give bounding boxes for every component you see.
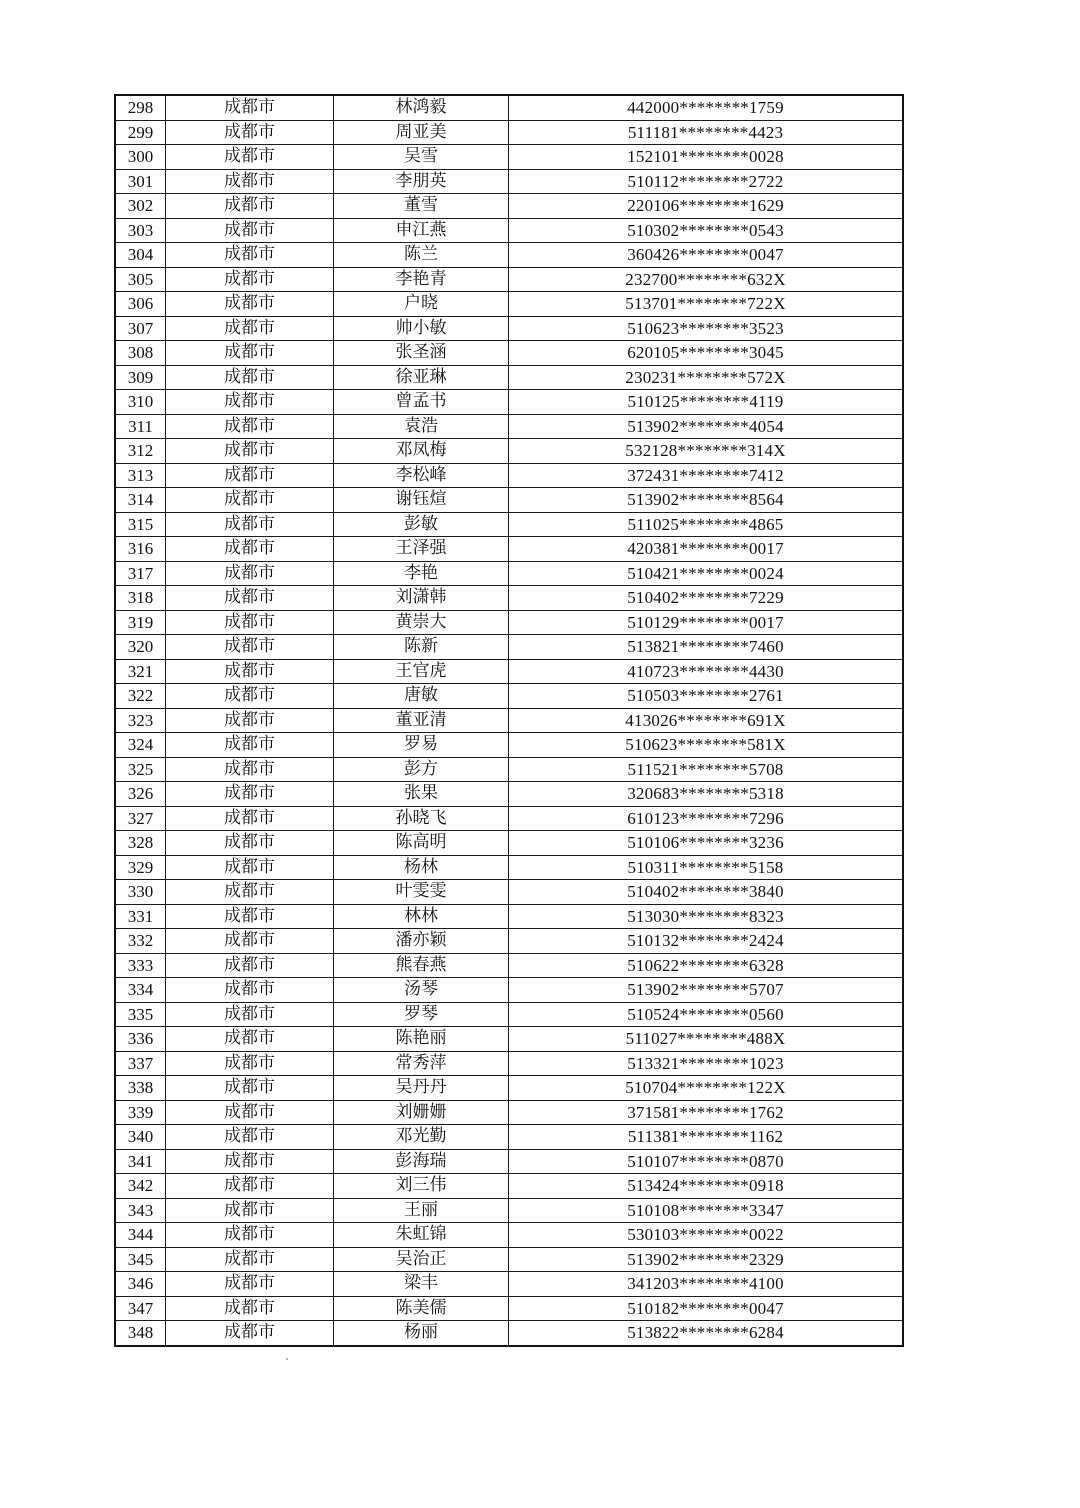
id-number-cell: 510106********3236 — [509, 831, 904, 856]
row-number-cell: 321 — [115, 659, 166, 684]
table-row — [115, 512, 903, 537]
city-cell: 成都市 — [166, 1198, 334, 1223]
person-name-cell: 杨林 — [334, 855, 509, 880]
person-name-cell: 孙晓飞 — [334, 806, 509, 831]
person-name-cell: 罗易 — [334, 733, 509, 758]
city-cell: 成都市 — [166, 978, 334, 1003]
city-cell: 成都市 — [166, 169, 334, 194]
id-number-cell: 510524********0560 — [509, 1002, 904, 1027]
id-number-cell: 510112********2722 — [509, 169, 904, 194]
table-row — [115, 610, 903, 635]
city-cell: 成都市 — [166, 904, 334, 929]
city-cell: 成都市 — [166, 1100, 334, 1125]
table-row — [115, 1247, 903, 1272]
row-number-cell: 301 — [115, 169, 166, 194]
row-number-cell: 322 — [115, 684, 166, 709]
city-cell: 成都市 — [166, 120, 334, 145]
city-cell: 成都市 — [166, 365, 334, 390]
table-row — [115, 733, 903, 758]
city-cell: 成都市 — [166, 1174, 334, 1199]
person-name-cell: 刘姗姗 — [334, 1100, 509, 1125]
row-number-cell: 327 — [115, 806, 166, 831]
person-name-cell: 王泽强 — [334, 537, 509, 562]
table-row — [115, 635, 903, 660]
person-name-cell: 罗琴 — [334, 1002, 509, 1027]
person-name-cell: 李朋英 — [334, 169, 509, 194]
person-name-cell: 陈高明 — [334, 831, 509, 856]
table-row — [115, 1051, 903, 1076]
id-number-cell: 513321********1023 — [509, 1051, 904, 1076]
table-row — [115, 390, 903, 415]
table-row — [115, 488, 903, 513]
city-cell: 成都市 — [166, 414, 334, 439]
table-row — [115, 561, 903, 586]
table-row — [115, 1002, 903, 1027]
row-number-cell: 300 — [115, 145, 166, 170]
row-number-cell: 335 — [115, 1002, 166, 1027]
table-row — [115, 1076, 903, 1101]
id-number-cell: 513030********8323 — [509, 904, 904, 929]
person-name-cell: 潘亦颖 — [334, 929, 509, 954]
id-number-cell: 513701********722X — [509, 292, 904, 317]
table-row — [115, 365, 903, 390]
id-number-cell: 510623********3523 — [509, 316, 904, 341]
city-cell: 成都市 — [166, 659, 334, 684]
person-name-cell: 常秀萍 — [334, 1051, 509, 1076]
table-row — [115, 1100, 903, 1125]
row-number-cell: 328 — [115, 831, 166, 856]
row-number-cell: 302 — [115, 194, 166, 219]
table-row — [115, 341, 903, 366]
person-name-cell: 徐亚琳 — [334, 365, 509, 390]
city-cell: 成都市 — [166, 782, 334, 807]
city-cell: 成都市 — [166, 1125, 334, 1150]
row-number-cell: 309 — [115, 365, 166, 390]
scan-speck — [286, 1358, 288, 1360]
id-number-cell: 410723********4430 — [509, 659, 904, 684]
id-number-cell: 510132********2424 — [509, 929, 904, 954]
person-name-cell: 吴治正 — [334, 1247, 509, 1272]
table-row — [115, 586, 903, 611]
person-name-cell: 陈兰 — [334, 243, 509, 268]
row-number-cell: 331 — [115, 904, 166, 929]
city-cell: 成都市 — [166, 95, 334, 120]
row-number-cell: 325 — [115, 757, 166, 782]
person-name-cell: 彭敏 — [334, 512, 509, 537]
person-name-cell: 董雪 — [334, 194, 509, 219]
city-cell: 成都市 — [166, 267, 334, 292]
city-cell: 成都市 — [166, 586, 334, 611]
table-row — [115, 1125, 903, 1150]
table-row — [115, 1321, 903, 1346]
table-row — [115, 1198, 903, 1223]
table-row — [115, 537, 903, 562]
id-number-cell: 620105********3045 — [509, 341, 904, 366]
id-number-cell: 530103********0022 — [509, 1223, 904, 1248]
person-name-cell: 谢钰煊 — [334, 488, 509, 513]
table-row — [115, 95, 903, 120]
row-number-cell: 333 — [115, 953, 166, 978]
row-number-cell: 313 — [115, 463, 166, 488]
table-row — [115, 267, 903, 292]
row-number-cell: 312 — [115, 439, 166, 464]
row-number-cell: 341 — [115, 1149, 166, 1174]
city-cell: 成都市 — [166, 194, 334, 219]
id-number-cell: 510129********0017 — [509, 610, 904, 635]
person-name-cell: 刘潇韩 — [334, 586, 509, 611]
id-number-cell: 511181********4423 — [509, 120, 904, 145]
city-cell: 成都市 — [166, 806, 334, 831]
city-cell: 成都市 — [166, 316, 334, 341]
person-name-cell: 叶雯雯 — [334, 880, 509, 905]
row-number-cell: 347 — [115, 1296, 166, 1321]
id-number-cell: 152101********0028 — [509, 145, 904, 170]
row-number-cell: 326 — [115, 782, 166, 807]
row-number-cell: 337 — [115, 1051, 166, 1076]
id-number-cell: 511381********1162 — [509, 1125, 904, 1150]
city-cell: 成都市 — [166, 733, 334, 758]
table-row — [115, 659, 903, 684]
city-cell: 成都市 — [166, 1149, 334, 1174]
row-number-cell: 344 — [115, 1223, 166, 1248]
person-name-cell: 王官虎 — [334, 659, 509, 684]
id-number-cell: 341203********4100 — [509, 1272, 904, 1297]
table-row — [115, 1223, 903, 1248]
id-number-cell: 510311********5158 — [509, 855, 904, 880]
table-row — [115, 953, 903, 978]
city-cell: 成都市 — [166, 1321, 334, 1346]
table-row — [115, 316, 903, 341]
city-cell: 成都市 — [166, 929, 334, 954]
city-cell: 成都市 — [166, 537, 334, 562]
table-row — [115, 684, 903, 709]
person-name-cell: 李松峰 — [334, 463, 509, 488]
row-number-cell: 339 — [115, 1100, 166, 1125]
city-cell: 成都市 — [166, 512, 334, 537]
id-number-cell: 371581********1762 — [509, 1100, 904, 1125]
table-row — [115, 708, 903, 733]
table-row — [115, 929, 903, 954]
row-number-cell: 324 — [115, 733, 166, 758]
table-row — [115, 218, 903, 243]
row-number-cell: 329 — [115, 855, 166, 880]
city-cell: 成都市 — [166, 1272, 334, 1297]
id-number-cell: 510503********2761 — [509, 684, 904, 709]
id-number-cell: 372431********7412 — [509, 463, 904, 488]
person-name-cell: 李艳 — [334, 561, 509, 586]
id-number-cell: 511027********488X — [509, 1027, 904, 1052]
table-row — [115, 120, 903, 145]
person-name-cell: 袁浩 — [334, 414, 509, 439]
city-cell: 成都市 — [166, 831, 334, 856]
row-number-cell: 336 — [115, 1027, 166, 1052]
id-number-cell: 513902********5707 — [509, 978, 904, 1003]
row-number-cell: 318 — [115, 586, 166, 611]
person-name-cell: 陈美儒 — [334, 1296, 509, 1321]
roster-table-body — [115, 95, 903, 1346]
table-row — [115, 978, 903, 1003]
id-number-cell: 532128********314X — [509, 439, 904, 464]
id-number-cell: 510402********7229 — [509, 586, 904, 611]
row-number-cell: 305 — [115, 267, 166, 292]
row-number-cell: 308 — [115, 341, 166, 366]
city-cell: 成都市 — [166, 292, 334, 317]
table-row — [115, 1296, 903, 1321]
table-row — [115, 145, 903, 170]
city-cell: 成都市 — [166, 145, 334, 170]
table-row — [115, 1027, 903, 1052]
person-name-cell: 杨丽 — [334, 1321, 509, 1346]
city-cell: 成都市 — [166, 684, 334, 709]
table-row — [115, 414, 903, 439]
id-number-cell: 513822********6284 — [509, 1321, 904, 1346]
person-name-cell: 刘三伟 — [334, 1174, 509, 1199]
id-number-cell: 420381********0017 — [509, 537, 904, 562]
person-name-cell: 陈艳丽 — [334, 1027, 509, 1052]
row-number-cell: 311 — [115, 414, 166, 439]
row-number-cell: 348 — [115, 1321, 166, 1346]
id-number-cell: 230231********572X — [509, 365, 904, 390]
row-number-cell: 307 — [115, 316, 166, 341]
id-number-cell: 442000********1759 — [509, 95, 904, 120]
row-number-cell: 340 — [115, 1125, 166, 1150]
row-number-cell: 338 — [115, 1076, 166, 1101]
table-row — [115, 757, 903, 782]
table-row — [115, 194, 903, 219]
city-cell: 成都市 — [166, 635, 334, 660]
row-number-cell: 343 — [115, 1198, 166, 1223]
id-number-cell: 360426********0047 — [509, 243, 904, 268]
row-number-cell: 323 — [115, 708, 166, 733]
city-cell: 成都市 — [166, 243, 334, 268]
table-row — [115, 169, 903, 194]
city-cell: 成都市 — [166, 610, 334, 635]
row-number-cell: 317 — [115, 561, 166, 586]
person-name-cell: 朱虹锦 — [334, 1223, 509, 1248]
id-number-cell: 320683********5318 — [509, 782, 904, 807]
person-name-cell: 唐敏 — [334, 684, 509, 709]
person-name-cell: 彭海瑞 — [334, 1149, 509, 1174]
row-number-cell: 304 — [115, 243, 166, 268]
row-number-cell: 315 — [115, 512, 166, 537]
city-cell: 成都市 — [166, 880, 334, 905]
row-number-cell: 299 — [115, 120, 166, 145]
id-number-cell: 510402********3840 — [509, 880, 904, 905]
table-row — [115, 1149, 903, 1174]
person-name-cell: 林鸿毅 — [334, 95, 509, 120]
city-cell: 成都市 — [166, 855, 334, 880]
table-row — [115, 831, 903, 856]
row-number-cell: 320 — [115, 635, 166, 660]
person-name-cell: 邓光勤 — [334, 1125, 509, 1150]
table-row — [115, 439, 903, 464]
city-cell: 成都市 — [166, 218, 334, 243]
row-number-cell: 346 — [115, 1272, 166, 1297]
id-number-cell: 510421********0024 — [509, 561, 904, 586]
table-row — [115, 806, 903, 831]
row-number-cell: 334 — [115, 978, 166, 1003]
row-number-cell: 319 — [115, 610, 166, 635]
id-number-cell: 510125********4119 — [509, 390, 904, 415]
row-number-cell: 332 — [115, 929, 166, 954]
city-cell: 成都市 — [166, 1051, 334, 1076]
person-name-cell: 董亚清 — [334, 708, 509, 733]
person-name-cell: 申江燕 — [334, 218, 509, 243]
person-name-cell: 黄崇大 — [334, 610, 509, 635]
city-cell: 成都市 — [166, 1027, 334, 1052]
person-name-cell: 曾孟书 — [334, 390, 509, 415]
person-name-cell: 林林 — [334, 904, 509, 929]
roster-table — [114, 94, 904, 1347]
person-name-cell: 帅小敏 — [334, 316, 509, 341]
table-row — [115, 243, 903, 268]
city-cell: 成都市 — [166, 488, 334, 513]
person-name-cell: 汤琴 — [334, 978, 509, 1003]
id-number-cell: 513902********2329 — [509, 1247, 904, 1272]
row-number-cell: 330 — [115, 880, 166, 905]
row-number-cell: 342 — [115, 1174, 166, 1199]
id-number-cell: 513424********0918 — [509, 1174, 904, 1199]
id-number-cell: 510704********122X — [509, 1076, 904, 1101]
person-name-cell: 吴丹丹 — [334, 1076, 509, 1101]
table-row — [115, 1272, 903, 1297]
id-number-cell: 510623********581X — [509, 733, 904, 758]
id-number-cell: 511521********5708 — [509, 757, 904, 782]
city-cell: 成都市 — [166, 1296, 334, 1321]
id-number-cell: 220106********1629 — [509, 194, 904, 219]
city-cell: 成都市 — [166, 757, 334, 782]
person-name-cell: 户晓 — [334, 292, 509, 317]
table-row — [115, 855, 903, 880]
person-name-cell: 李艳青 — [334, 267, 509, 292]
table-row — [115, 782, 903, 807]
table-row — [115, 1174, 903, 1199]
row-number-cell: 306 — [115, 292, 166, 317]
id-number-cell: 513902********8564 — [509, 488, 904, 513]
person-name-cell: 张圣涵 — [334, 341, 509, 366]
table-row — [115, 463, 903, 488]
city-cell: 成都市 — [166, 953, 334, 978]
city-cell: 成都市 — [166, 439, 334, 464]
person-name-cell: 熊春燕 — [334, 953, 509, 978]
city-cell: 成都市 — [166, 1002, 334, 1027]
id-number-cell: 413026********691X — [509, 708, 904, 733]
city-cell: 成都市 — [166, 708, 334, 733]
person-name-cell: 邓凤梅 — [334, 439, 509, 464]
id-number-cell: 513902********4054 — [509, 414, 904, 439]
person-name-cell: 彭方 — [334, 757, 509, 782]
id-number-cell: 510107********0870 — [509, 1149, 904, 1174]
person-name-cell: 陈新 — [334, 635, 509, 660]
city-cell: 成都市 — [166, 1247, 334, 1272]
city-cell: 成都市 — [166, 1076, 334, 1101]
table-row — [115, 292, 903, 317]
city-cell: 成都市 — [166, 390, 334, 415]
table-row — [115, 904, 903, 929]
id-number-cell: 513821********7460 — [509, 635, 904, 660]
row-number-cell: 310 — [115, 390, 166, 415]
city-cell: 成都市 — [166, 463, 334, 488]
person-name-cell: 吴雪 — [334, 145, 509, 170]
row-number-cell: 298 — [115, 95, 166, 120]
table-row — [115, 880, 903, 905]
person-name-cell: 周亚美 — [334, 120, 509, 145]
id-number-cell: 610123********7296 — [509, 806, 904, 831]
row-number-cell: 314 — [115, 488, 166, 513]
person-name-cell: 梁丰 — [334, 1272, 509, 1297]
row-number-cell: 303 — [115, 218, 166, 243]
person-name-cell: 张果 — [334, 782, 509, 807]
city-cell: 成都市 — [166, 561, 334, 586]
id-number-cell: 232700********632X — [509, 267, 904, 292]
id-number-cell: 510108********3347 — [509, 1198, 904, 1223]
id-number-cell: 510182********0047 — [509, 1296, 904, 1321]
id-number-cell: 511025********4865 — [509, 512, 904, 537]
city-cell: 成都市 — [166, 341, 334, 366]
row-number-cell: 345 — [115, 1247, 166, 1272]
row-number-cell: 316 — [115, 537, 166, 562]
id-number-cell: 510622********6328 — [509, 953, 904, 978]
person-name-cell: 王丽 — [334, 1198, 509, 1223]
id-number-cell: 510302********0543 — [509, 218, 904, 243]
city-cell: 成都市 — [166, 1223, 334, 1248]
